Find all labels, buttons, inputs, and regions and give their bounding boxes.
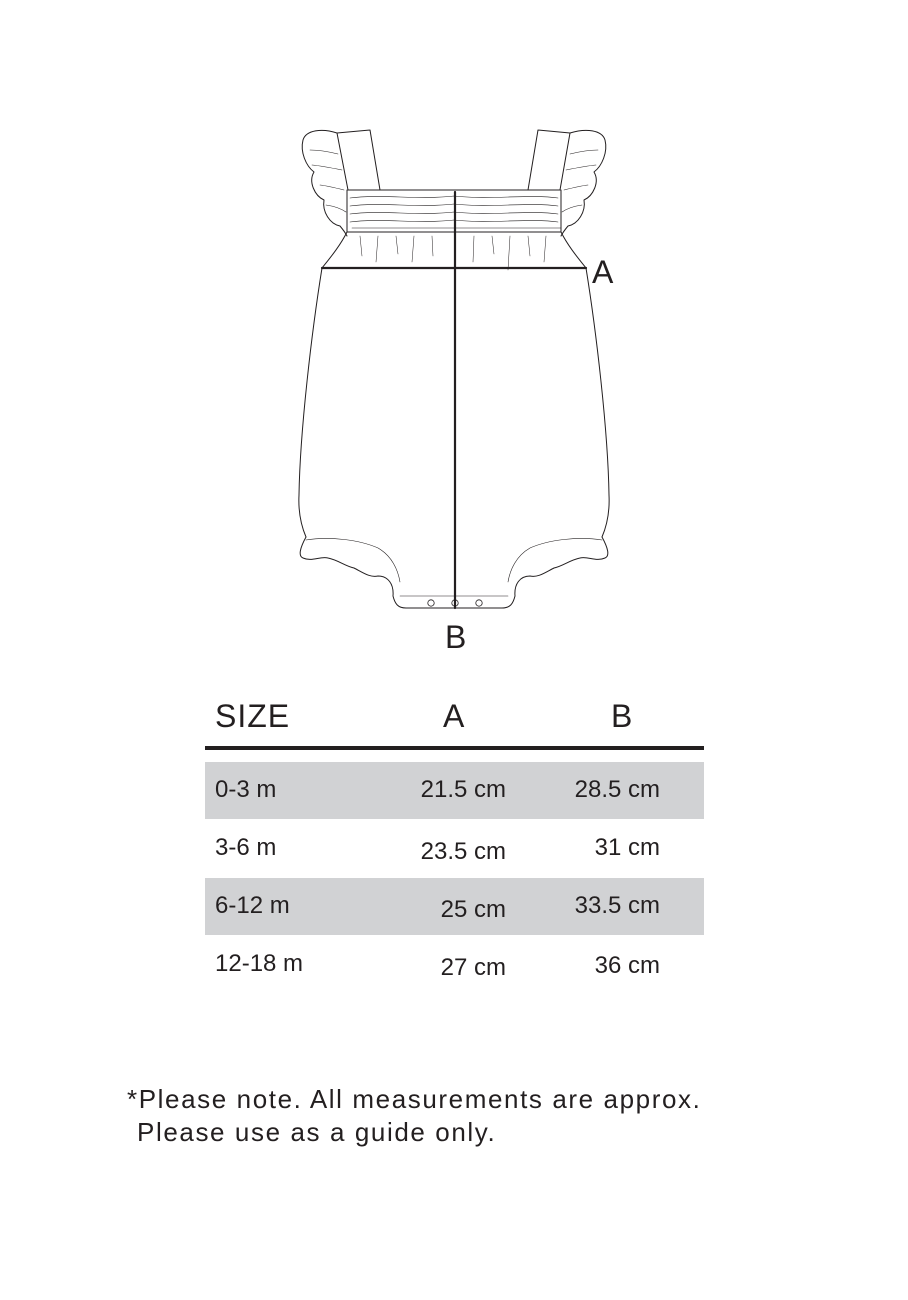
cell-size: 0-3 m [215, 776, 277, 803]
cell-b: 28.5 cm [574, 776, 660, 803]
header-a: A [443, 698, 466, 734]
left-ruffle [302, 130, 347, 236]
dimension-label-b: B [445, 619, 467, 655]
cell-a: 21.5 cm [420, 776, 506, 803]
cell-a: 23.5 cm [420, 838, 506, 865]
cell-a: 27 cm [440, 954, 506, 981]
header-size: SIZE [215, 698, 291, 734]
cell-size: 12-18 m [215, 950, 304, 977]
cell-b: 31 cm [594, 834, 660, 861]
cell-a: 25 cm [440, 896, 506, 923]
straps [337, 130, 570, 190]
table-row [205, 820, 704, 877]
disclaimer-line-2: Please use as a guide only. [137, 1117, 497, 1147]
header-rule [205, 746, 704, 750]
table-row [205, 762, 704, 819]
cell-b: 33.5 cm [574, 892, 660, 919]
disclaimer-line-1: *Please note. All measurements are approx. [127, 1084, 702, 1114]
header-b: B [611, 698, 634, 734]
dimension-label-a: A [592, 254, 614, 290]
table-row [205, 936, 704, 993]
cell-size: 6-12 m [215, 892, 290, 919]
cell-size: 3-6 m [215, 834, 277, 861]
table-row [205, 878, 704, 935]
cell-b: 36 cm [594, 952, 660, 979]
